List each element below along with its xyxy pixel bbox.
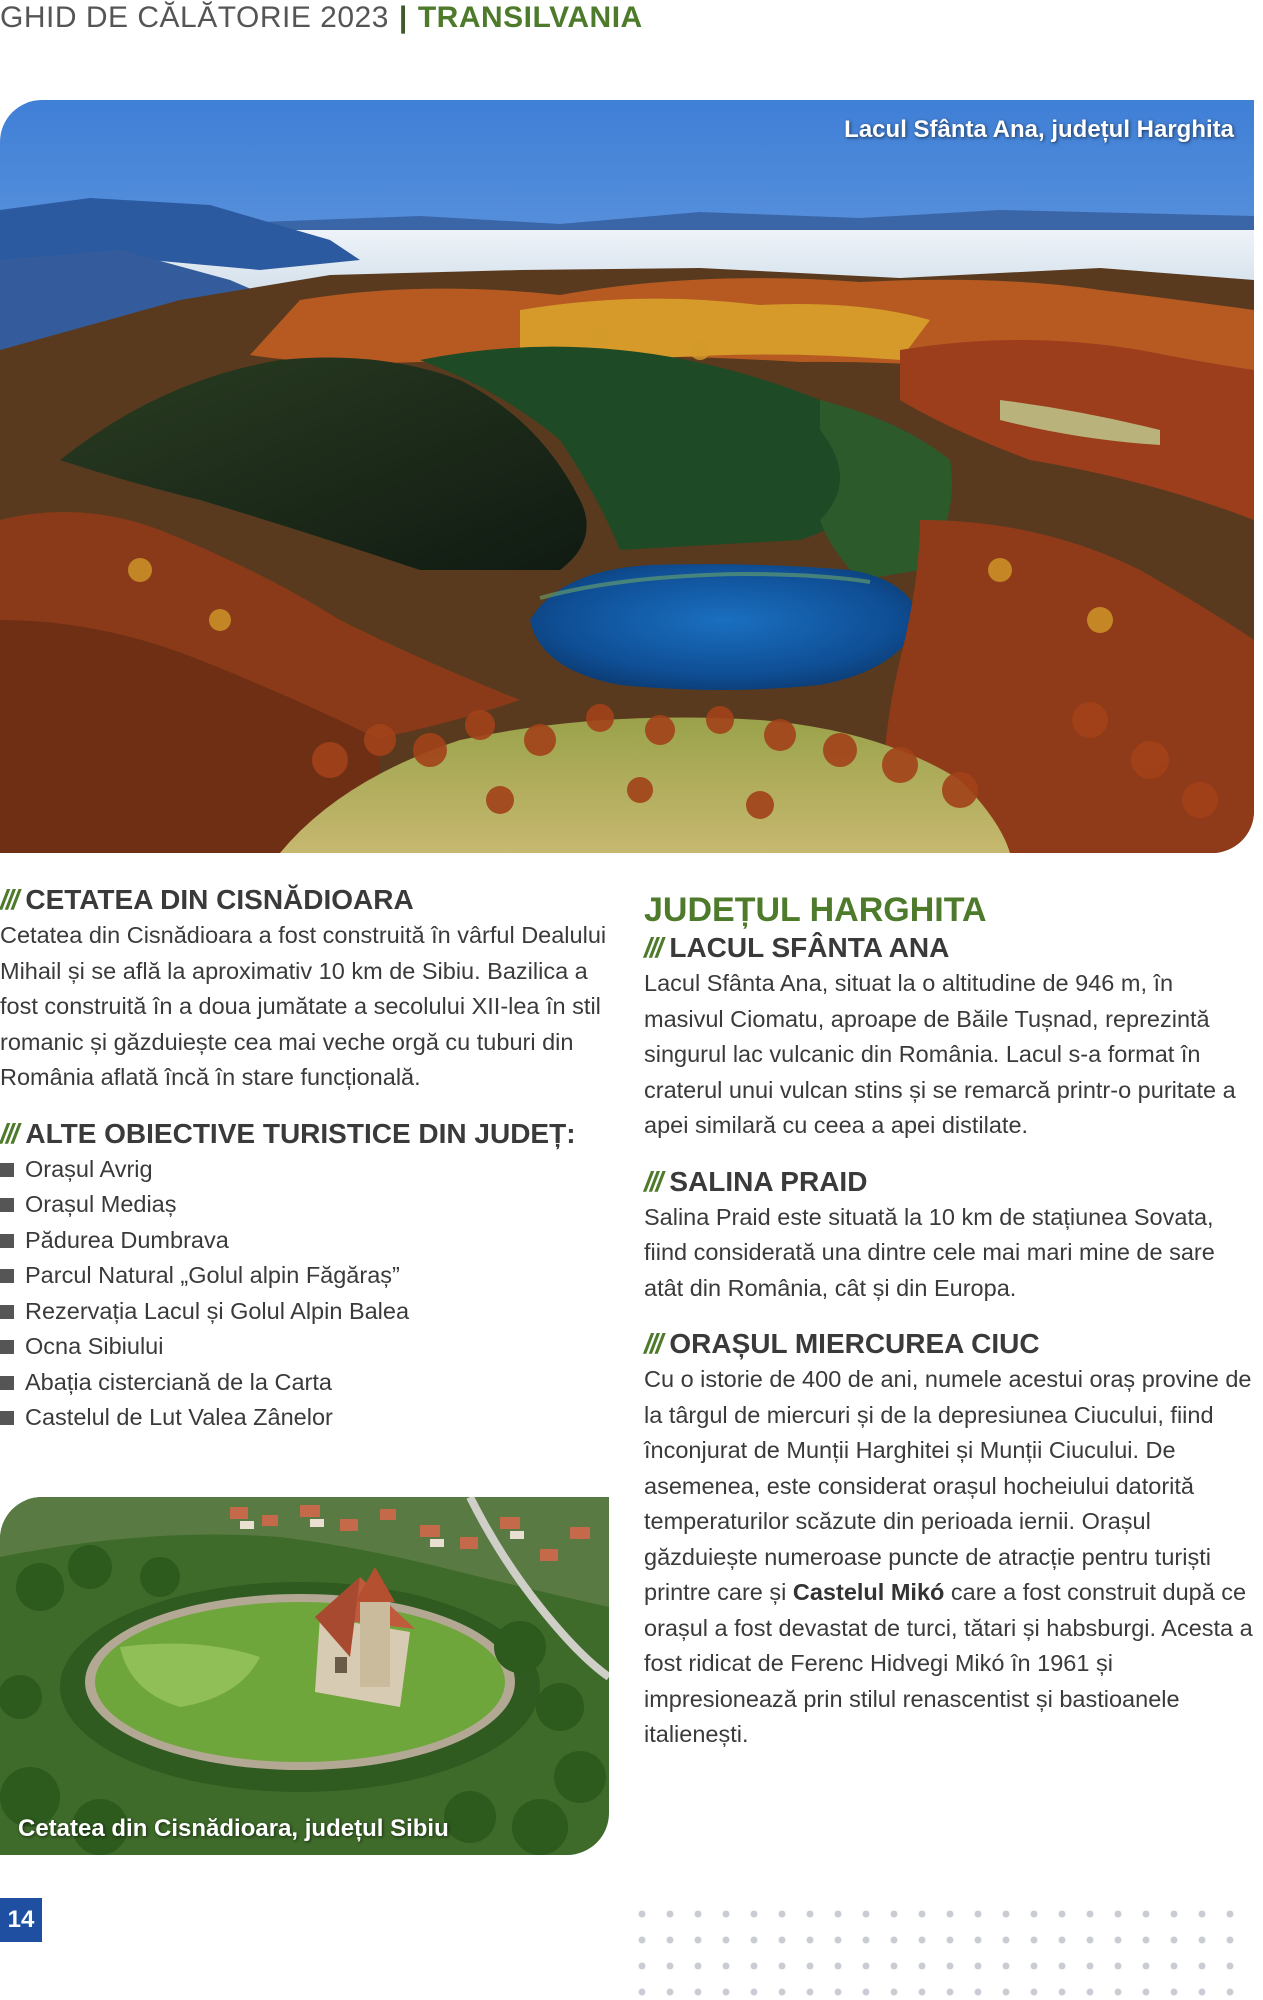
section-marker-icon: /// [644,932,662,963]
decorative-dot [667,1911,674,1918]
decorative-dot [807,1911,814,1918]
fortress-aerial-illustration [0,1497,609,1855]
decorative-dot [975,1989,982,1996]
decorative-dot [779,1989,786,1996]
list-item: Pădurea Dumbrava [0,1223,620,1259]
list-item: Abația cisterciană de la Carta [0,1365,620,1401]
decorative-dot [1115,1911,1122,1918]
decorative-dot [1087,1963,1094,1970]
decorative-dot [1199,1911,1206,1918]
salina-praid-paragraph: Salina Praid este situată la 10 km de stațiunea Sovata, fiind considerată una dintre cele mai mari mine de sare atât din România, cât și din Europa. [644,1203,1215,1301]
decorative-dot [1115,1937,1122,1944]
decorative-dot [807,1989,814,1996]
guide-title: GHID DE CĂLĂTORIE 2023 [0,1,389,34]
decorative-dot [1059,1911,1066,1918]
decorative-dot [947,1937,954,1944]
page-number-badge: 14 [0,1898,42,1942]
decorative-dot [975,1963,982,1970]
section-title-text: LACUL SFÂNTA ANA [669,932,950,963]
section-title-text: ORAȘUL MIERCUREA CIUC [669,1328,1040,1359]
decorative-dot [1227,1911,1234,1918]
decorative-dot [835,1989,842,1996]
decorative-dot [779,1963,786,1970]
decorative-dot [1003,1989,1010,1996]
decorative-dot [891,1911,898,1918]
cisnadioara-fortress-photo [0,1497,609,1855]
list-item: Ocna Sibiului [0,1329,620,1365]
decorative-dot [751,1989,758,1996]
decorative-dot [1087,1937,1094,1944]
decorative-dot [807,1937,814,1944]
attractions-list [0,1152,620,1436]
decorative-dot [947,1911,954,1918]
decorative-dot [1003,1937,1010,1944]
decorative-dot [779,1911,786,1918]
castelul-miko-highlight: Castelul Mikó [792,1579,945,1605]
square-bullet-icon [0,1234,14,1248]
decorative-dot [667,1937,674,1944]
decorative-dot [835,1911,842,1918]
section-marker-icon: /// [0,884,18,915]
decorative-dot [1031,1911,1038,1918]
section-title-text: ALTE OBIECTIVE TURISTICE DIN JUDEȚ: [25,1117,576,1149]
decorative-dot [695,1989,702,1996]
list-item: Orașul Avrig [0,1152,620,1188]
decorative-dot [667,1963,674,1970]
decorative-dot [863,1989,870,1996]
decorative-dot [1171,1963,1178,1970]
county-title-harghita: JUDEȚUL HARGHITA [644,891,987,929]
decorative-dots-pattern [636,1908,1256,2000]
decorative-dot [751,1911,758,1918]
left-column [0,882,620,1436]
decorative-dot [639,1989,646,1996]
right-column [644,882,1256,1753]
decorative-dot [751,1937,758,1944]
decorative-dot [1031,1989,1038,1996]
decorative-dot [695,1963,702,1970]
decorative-dot [1115,1963,1122,1970]
decorative-dot [947,1989,954,1996]
decorative-dot [947,1963,954,1970]
square-bullet-icon [0,1340,14,1354]
list-item: Parcul Natural „Golul alpin Făgăraș” [0,1258,620,1294]
sfanta-ana-paragraph: Lacul Sfânta Ana, situat la o altitudine de 946 m, în masivul Ciomatu, aproape de Băile Tușnad, reprezintă singurul lac vulcanic din România. Lacul s-a format în craterul unui vulcan stins și se remarcă printr-o puritate a apei similară cu ceea a apei distilate. [644,970,1236,1138]
decorative-dot [1227,1963,1234,1970]
page-header [0,0,643,36]
square-bullet-icon [0,1269,14,1283]
decorative-dot [891,1937,898,1944]
section-title-sfanta-ana [644,930,1256,966]
decorative-dot [835,1937,842,1944]
header-separator: | [398,1,408,34]
decorative-dot [919,1937,926,1944]
decorative-dot [919,1911,926,1918]
square-bullet-icon [0,1163,14,1177]
decorative-dot [1171,1937,1178,1944]
decorative-dot [1031,1963,1038,1970]
decorative-dot [919,1963,926,1970]
decorative-dot [863,1963,870,1970]
section-title-text: SALINA PRAID [669,1165,868,1197]
decorative-dot [1003,1963,1010,1970]
decorative-dot [891,1963,898,1970]
decorative-dot [1143,1989,1150,1996]
decorative-dot [1059,1937,1066,1944]
miercurea-ciuc-paragraph: Cu o istorie de 400 de ani, numele acestui oraș provine de la târgul de miercuri și de la depresiunea Ciucului, fiind înconjurat de Munții Harghitei și Munții Ciucului. De asemenea, este considerat orașul hocheiului datorită temperaturilor scăzute din perioada iernii. Orașul găzduiește numeroase puncte de atracție pentru turiști printre care și Castelul Mikó care a fost construit după ce orașul a fost devastat de turci, tătari și habsburgi. Acesta a fost ridicat de Ferenc Hidvegi Mikó în 1961 și impresionează prin stilul renascentist și bastioanele italienești. [644,1366,1253,1747]
decorative-dot [639,1963,646,1970]
decorative-dot [1171,1989,1178,1996]
lake-landscape-illustration [0,100,1254,853]
decorative-dot [807,1963,814,1970]
decorative-dot [1227,1937,1234,1944]
section-title-miercurea-ciuc [644,1326,1256,1362]
decorative-dot [975,1911,982,1918]
section-title-text: CETATEA DIN CISNĂDIOARA [25,884,414,915]
section-title-cisnadioara [0,882,620,918]
square-bullet-icon [0,1305,14,1319]
decorative-dot [1143,1937,1150,1944]
decorative-dot [1171,1911,1178,1918]
bottom-photo-caption: Cetatea din Cisnădioara, județul Sibiu [18,1815,449,1842]
decorative-dot [667,1989,674,1996]
square-bullet-icon [0,1411,14,1425]
decorative-dot [779,1937,786,1944]
cisnadioara-paragraph: Cetatea din Cisnădioara a fost construită în vârful Dealului Mihail și se află la aproximativ 10 km de Sibiu. Bazilica a fost construită în a doua jumătate a secolului XII-lea în stil romanic și găzduiește cea mai veche orgă cu tuburi din România aflată încă în stare funcțională. [0,922,607,1090]
decorative-dot [1087,1911,1094,1918]
decorative-dot [723,1963,730,1970]
decorative-dot [1199,1937,1206,1944]
section-marker-icon: /// [644,1328,662,1359]
square-bullet-icon [0,1376,14,1390]
decorative-dot [1227,1989,1234,1996]
decorative-dot [723,1911,730,1918]
decorative-dot [891,1989,898,1996]
square-bullet-icon [0,1198,14,1212]
decorative-dot [835,1963,842,1970]
decorative-dot [695,1911,702,1918]
decorative-dot [723,1937,730,1944]
decorative-dot [639,1911,646,1918]
decorative-dot [639,1937,646,1944]
list-item: Castelul de Lut Valea Zânelor [0,1400,620,1436]
decorative-dot [1087,1989,1094,1996]
decorative-dot [1199,1963,1206,1970]
decorative-dot [863,1911,870,1918]
decorative-dot [723,1989,730,1996]
decorative-dot [1031,1937,1038,1944]
top-photo-caption: Lacul Sfânta Ana, județul Harghita [844,116,1234,143]
lake-sfanta-ana-photo [0,100,1254,853]
list-item: Rezervația Lacul și Golul Alpin Balea [0,1294,620,1330]
decorative-dot [919,1989,926,1996]
decorative-dot [1003,1911,1010,1918]
section-title-salina-praid [644,1164,1256,1200]
decorative-dot [863,1937,870,1944]
decorative-dot [1143,1963,1150,1970]
section-marker-icon: /// [644,1165,662,1197]
decorative-dot [1059,1963,1066,1970]
decorative-dot [975,1937,982,1944]
decorative-dot [1143,1911,1150,1918]
decorative-dot [751,1963,758,1970]
decorative-dot [1059,1989,1066,1996]
section-marker-icon: /// [0,1117,18,1149]
section-title-other-attractions [0,1116,620,1152]
decorative-dot [1115,1989,1122,1996]
list-item: Orașul Mediaș [0,1187,620,1223]
decorative-dot [695,1937,702,1944]
region-title: TRANSILVANIA [417,1,643,34]
decorative-dot [1199,1989,1206,1996]
